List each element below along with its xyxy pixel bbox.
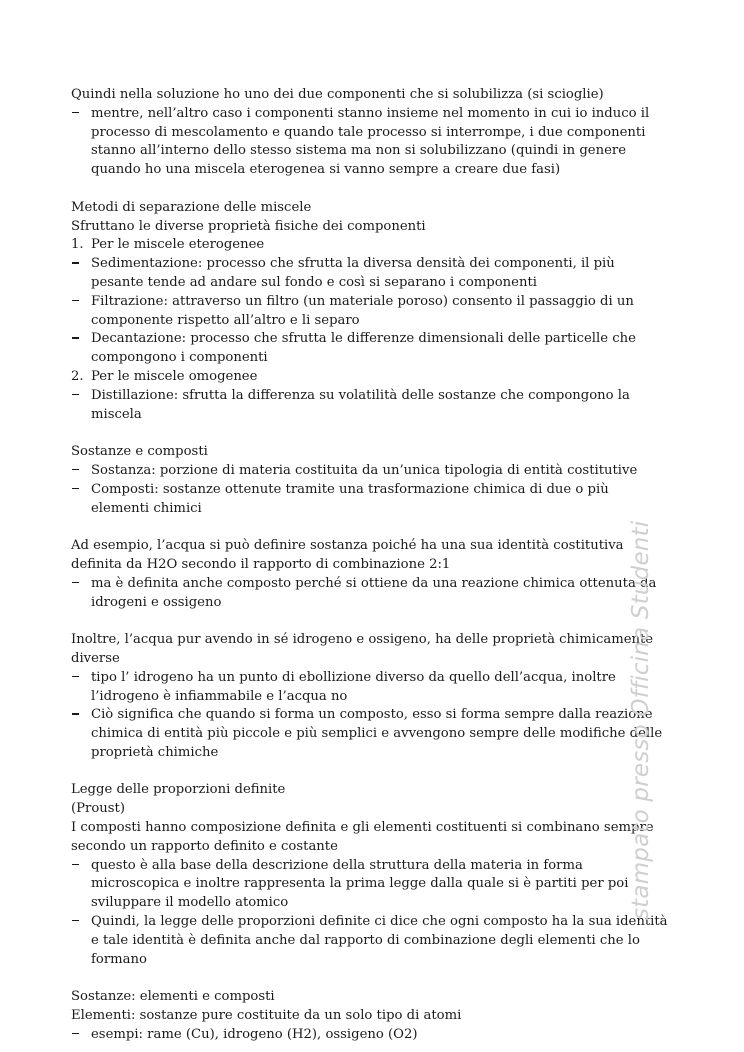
paragraph: Legge delle proporzioni definite [71,782,286,798]
paragraph-gap [71,180,671,199]
list-item-text: Ciò significa che quando si forma un composto, esso si forma sempre dalla reazione chimica di entità più piccole e più semplici e avvengono sempre delle modifiche delle proprietà chimiche [91,707,663,760]
paragraph-gap [71,969,671,988]
paragraph: Sfruttano le diverse proprietà fisiche dei componenti [71,218,426,234]
dash-list-item [71,669,671,707]
dash-list-item [71,462,671,481]
dash-bullet-icon [72,394,79,395]
list-item-text: tipo l’ idrogeno ha un punto di ebollizione diverso da quello dell’acqua, inoltre l’idrogeno è infiammabile e l’acqua no [91,669,616,704]
dash-list-item [71,913,671,969]
dash-bullet-icon [72,676,79,677]
paragraph: I composti hanno composizione definita e gli elementi costituenti si combinano sempre secondo un rapporto definito e costante [71,820,654,854]
dash-list-item [71,255,671,293]
dash-bullet-icon [72,300,79,301]
list-item-text: Filtrazione: attraverso un filtro (un materiale poroso) consento il passaggio di un componente rispetto all’altro e li separo [91,293,634,328]
dash-bullet-icon [72,488,79,489]
dash-list-item [71,105,671,180]
paragraph: (Proust) [71,801,125,817]
list-item-text: ma è definita anche composto perché si ottiene da una reazione chimica ottenuta da idrogeni e ossigeno [91,575,657,610]
paragraph: Elementi: sostanze pure costituite da un solo tipo di atomi [71,1008,462,1024]
list-item-text: Composti: sostanze ottenute tramite una trasformazione chimica di due o più elementi chimici [91,481,609,516]
dash-bullet-icon [72,1033,79,1034]
dash-list-item [71,481,671,519]
list-number: 1. [71,237,84,253]
dash-list-item [71,330,671,368]
numbered-list-item [71,236,671,255]
paragraph-gap [71,612,671,631]
dash-bullet-icon [72,262,79,263]
list-item-text: Per le miscele eterogenee [91,237,265,253]
paragraph-gap [71,518,671,537]
list-item-text: mentre, nell’altro caso i componenti stanno insieme nel momento in cui io induco il processo di mescolamento e quando tale processo si interrompe, i due componenti stanno all’interno dello stesso sistema ma non si solubilizzano (quindi in genere quando ho una miscela eterogenea si vanno sempre a creare due fasi) [91,105,650,178]
paragraph: Quindi nella soluzione ho uno dei due componenti che si solubilizza (si scioglie) [71,87,604,102]
dash-list-item [71,857,671,913]
list-number: 2. [71,368,84,384]
numbered-list-item [71,368,671,387]
list-item-text: Decantazione: processo che sfrutta le differenze dimensionali delle particelle che compongono i componenti [91,331,636,366]
dash-list-item [71,293,671,331]
dash-list-item [71,387,671,425]
list-item-text: Per le miscele omogenee [91,368,258,384]
watermark: stampato presso Officina Studenti [628,520,654,920]
dash-bullet-icon [72,713,79,714]
list-item-text: Sostanza: porzione di materia costituita da un’unica tipologia di entità costitutive [91,462,638,478]
list-item-text: Quindi, la legge delle proporzioni definite ci dice che ogni composto ha la sua identità e tale identità è definita anche dal rapporto di combinazione degli elementi che lo formano [91,914,668,967]
paragraph-gap [71,424,671,443]
paragraph: Metodi di separazione delle miscele [71,199,312,215]
dash-bullet-icon [72,582,79,583]
dash-list-item [71,1026,671,1045]
paragraph: Ad esempio, l’acqua si può definire sostanza poiché ha una sua identità costitutiva definita da H2O secondo il rapporto di combinazione 2:1 [71,538,624,572]
list-item-text: Sedimentazione: processo che sfrutta la diversa densità dei componenti, il più pesante tende ad andare sul fondo e così si separano i componenti [91,256,615,290]
dash-bullet-icon [72,864,79,865]
paragraph: Sostanze e composti [71,444,208,460]
dash-bullet-icon [72,469,79,470]
dash-bullet-icon [72,112,79,113]
dash-list-item [71,706,671,762]
dash-list-item [71,575,671,613]
dash-bullet-icon [72,920,79,921]
list-item-text: Distillazione: sfrutta la differenza su volatilità delle sostanze che compongono la miscela [91,387,630,422]
paragraph-gap [71,763,671,782]
list-item-text: esempi: rame (Cu), idrogeno (H2), ossigeno (O2) [91,1026,418,1042]
paragraph: Sostanze: elementi e composti [71,989,275,1005]
list-item-text: questo è alla base della descrizione della struttura della materia in forma microscopica e inoltre rappresenta la prima legge dalla quale si è partiti per poi sviluppare il modello atomico [91,857,629,911]
paragraph: Inoltre, l’acqua pur avendo in sé idrogeno e ossigeno, ha delle proprietà chimicamente diverse [71,632,654,666]
document-body [71,86,671,1045]
dash-bullet-icon [72,337,79,338]
